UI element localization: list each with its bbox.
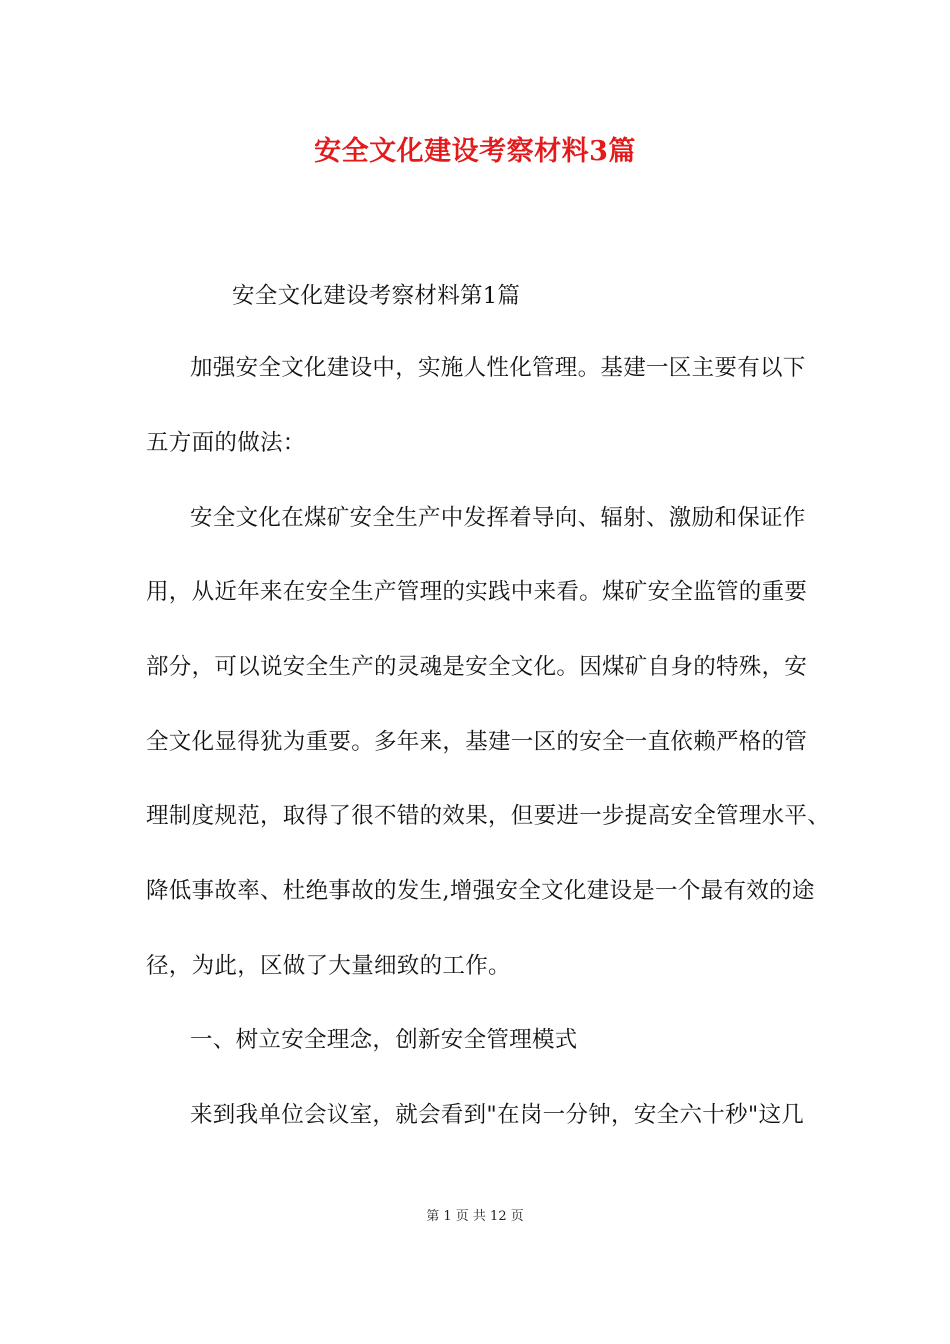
paragraph-line: 加强安全文化建设中，实施人性化管理。基建一区主要有以下 [190,355,806,381]
paragraph-line: 用，从近年来在安全生产管理的实践中来看。煤矿安全监管的重要 [146,579,808,605]
subsection-heading: 一、树立安全理念，创新安全管理模式 [190,1027,578,1053]
paragraph-line: 安全文化在煤矿安全生产中发挥着导向、辐射、激励和保证作 [190,505,806,531]
paragraph-line: 五方面的做法： [146,430,306,456]
page-number-footer: 第 1 页 共 12 页 [426,1209,524,1224]
paragraph-line: 理制度规范，取得了很不错的效果，但要进一步提高安全管理水平、 [146,803,831,829]
paragraph-line: 部分，可以说安全生产的灵魂是安全文化。因煤矿自身的特殊，安 [146,654,808,680]
paragraph-line: 来到我单位会议室，就会看到"在岗一分钟，安全六十秒"这几 [190,1102,805,1128]
paragraph-line: 径，为此，区做了大量细致的工作。 [146,953,511,979]
section-heading: 安全文化建设考察材料第1篇 [232,283,521,309]
paragraph-line: 降低事故率、杜绝事故的发生,增强安全文化建设是一个最有效的途 [146,878,815,904]
paragraph-line: 全文化显得犹为重要。多年来，基建一区的安全一直依赖严格的管 [146,729,808,755]
document-title: 安全文化建设考察材料3篇 [314,136,636,167]
